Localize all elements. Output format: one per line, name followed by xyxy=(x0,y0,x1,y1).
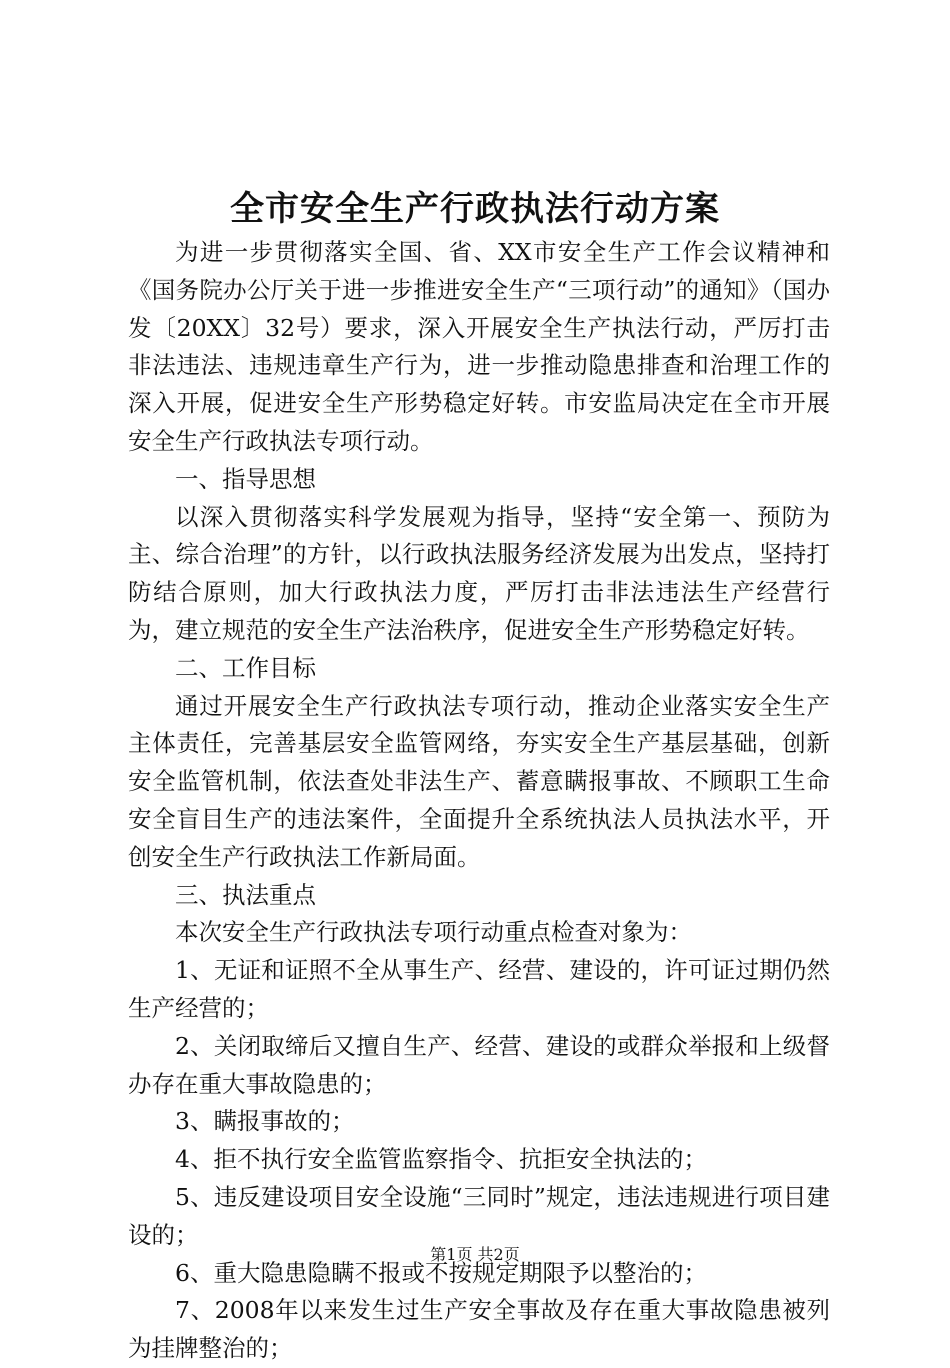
list-item: 3、瞒报事故的； xyxy=(175,1107,355,1136)
section-heading-work-goals: 二、工作目标 xyxy=(175,653,316,682)
list-item: 1、无证和证照不全从事生产、经营、建设的，许可证过期仍然生产经营的； xyxy=(128,956,830,1022)
section-heading-enforcement-focus: 三、执法重点 xyxy=(175,880,316,909)
list-item: 2、关闭取缔后又擅自生产、经营、建设的或群众举报和上级督办存在重大事故隐患的； xyxy=(128,1031,830,1098)
list-item: 6、重大隐患隐瞒不报或不按规定期限予以整治的； xyxy=(175,1258,707,1287)
list-item: 7、2008年以来发生过生产安全事故及存在重大事故隐患被列为挂牌整治的； xyxy=(128,1296,830,1363)
intro-paragraph: 为进一步贯彻落实全国、省、XX市安全生产工作会议精神和《国务院办公厅关于进一步推进安全生产“三项行动”的通知》（国办发〔20XX〕32号）要求，深入开展安全生产执法行动，严厉打击非法违法、违规违章生产行为，进一步推动隐患排查和治理工作的深入开展，促进安全生产形势稳定好转。市安监局决定在全市开展安全生产行政执法专项行动。 xyxy=(128,238,830,455)
guiding-ideology-paragraph: 以深入贯彻落实科学发展观为指导，坚持“安全第一、预防为主、综合治理”的方针，以行政执法服务经济发展为出发点，坚持打防结合原则，加大行政执法力度，严厉打击非法违法生产经营行为，建立规范的安全生产法治秩序，促进安全生产形势稳定好转。 xyxy=(128,502,830,644)
document-title: 全市安全生产行政执法行动方案 xyxy=(230,189,720,229)
list-item: 4、拒不执行安全监管监察指令、抗拒安全执法的； xyxy=(175,1145,707,1174)
list-item: 5、违反建设项目安全设施“三同时”规定，违法违规进行项目建设的； xyxy=(128,1182,830,1249)
page-number-footer: 第1页 共2页 xyxy=(430,1245,520,1264)
enforcement-focus-intro: 本次安全生产行政执法专项行动重点检查对象为： xyxy=(175,918,692,947)
section-heading-guiding-ideology: 一、指导思想 xyxy=(175,464,316,493)
work-goals-paragraph: 通过开展安全生产行政执法专项行动，推动企业落实安全生产主体责任，完善基层安全监管网络，夯实安全生产基层基础，创新安全监管机制，依法查处非法生产、蓄意瞒报事故、不顾职工生命安全盲目生产的违法案件，全面提升全系统执法人员执法水平，开创安全生产行政执法工作新局面。 xyxy=(128,691,830,871)
document-body xyxy=(128,234,830,1368)
